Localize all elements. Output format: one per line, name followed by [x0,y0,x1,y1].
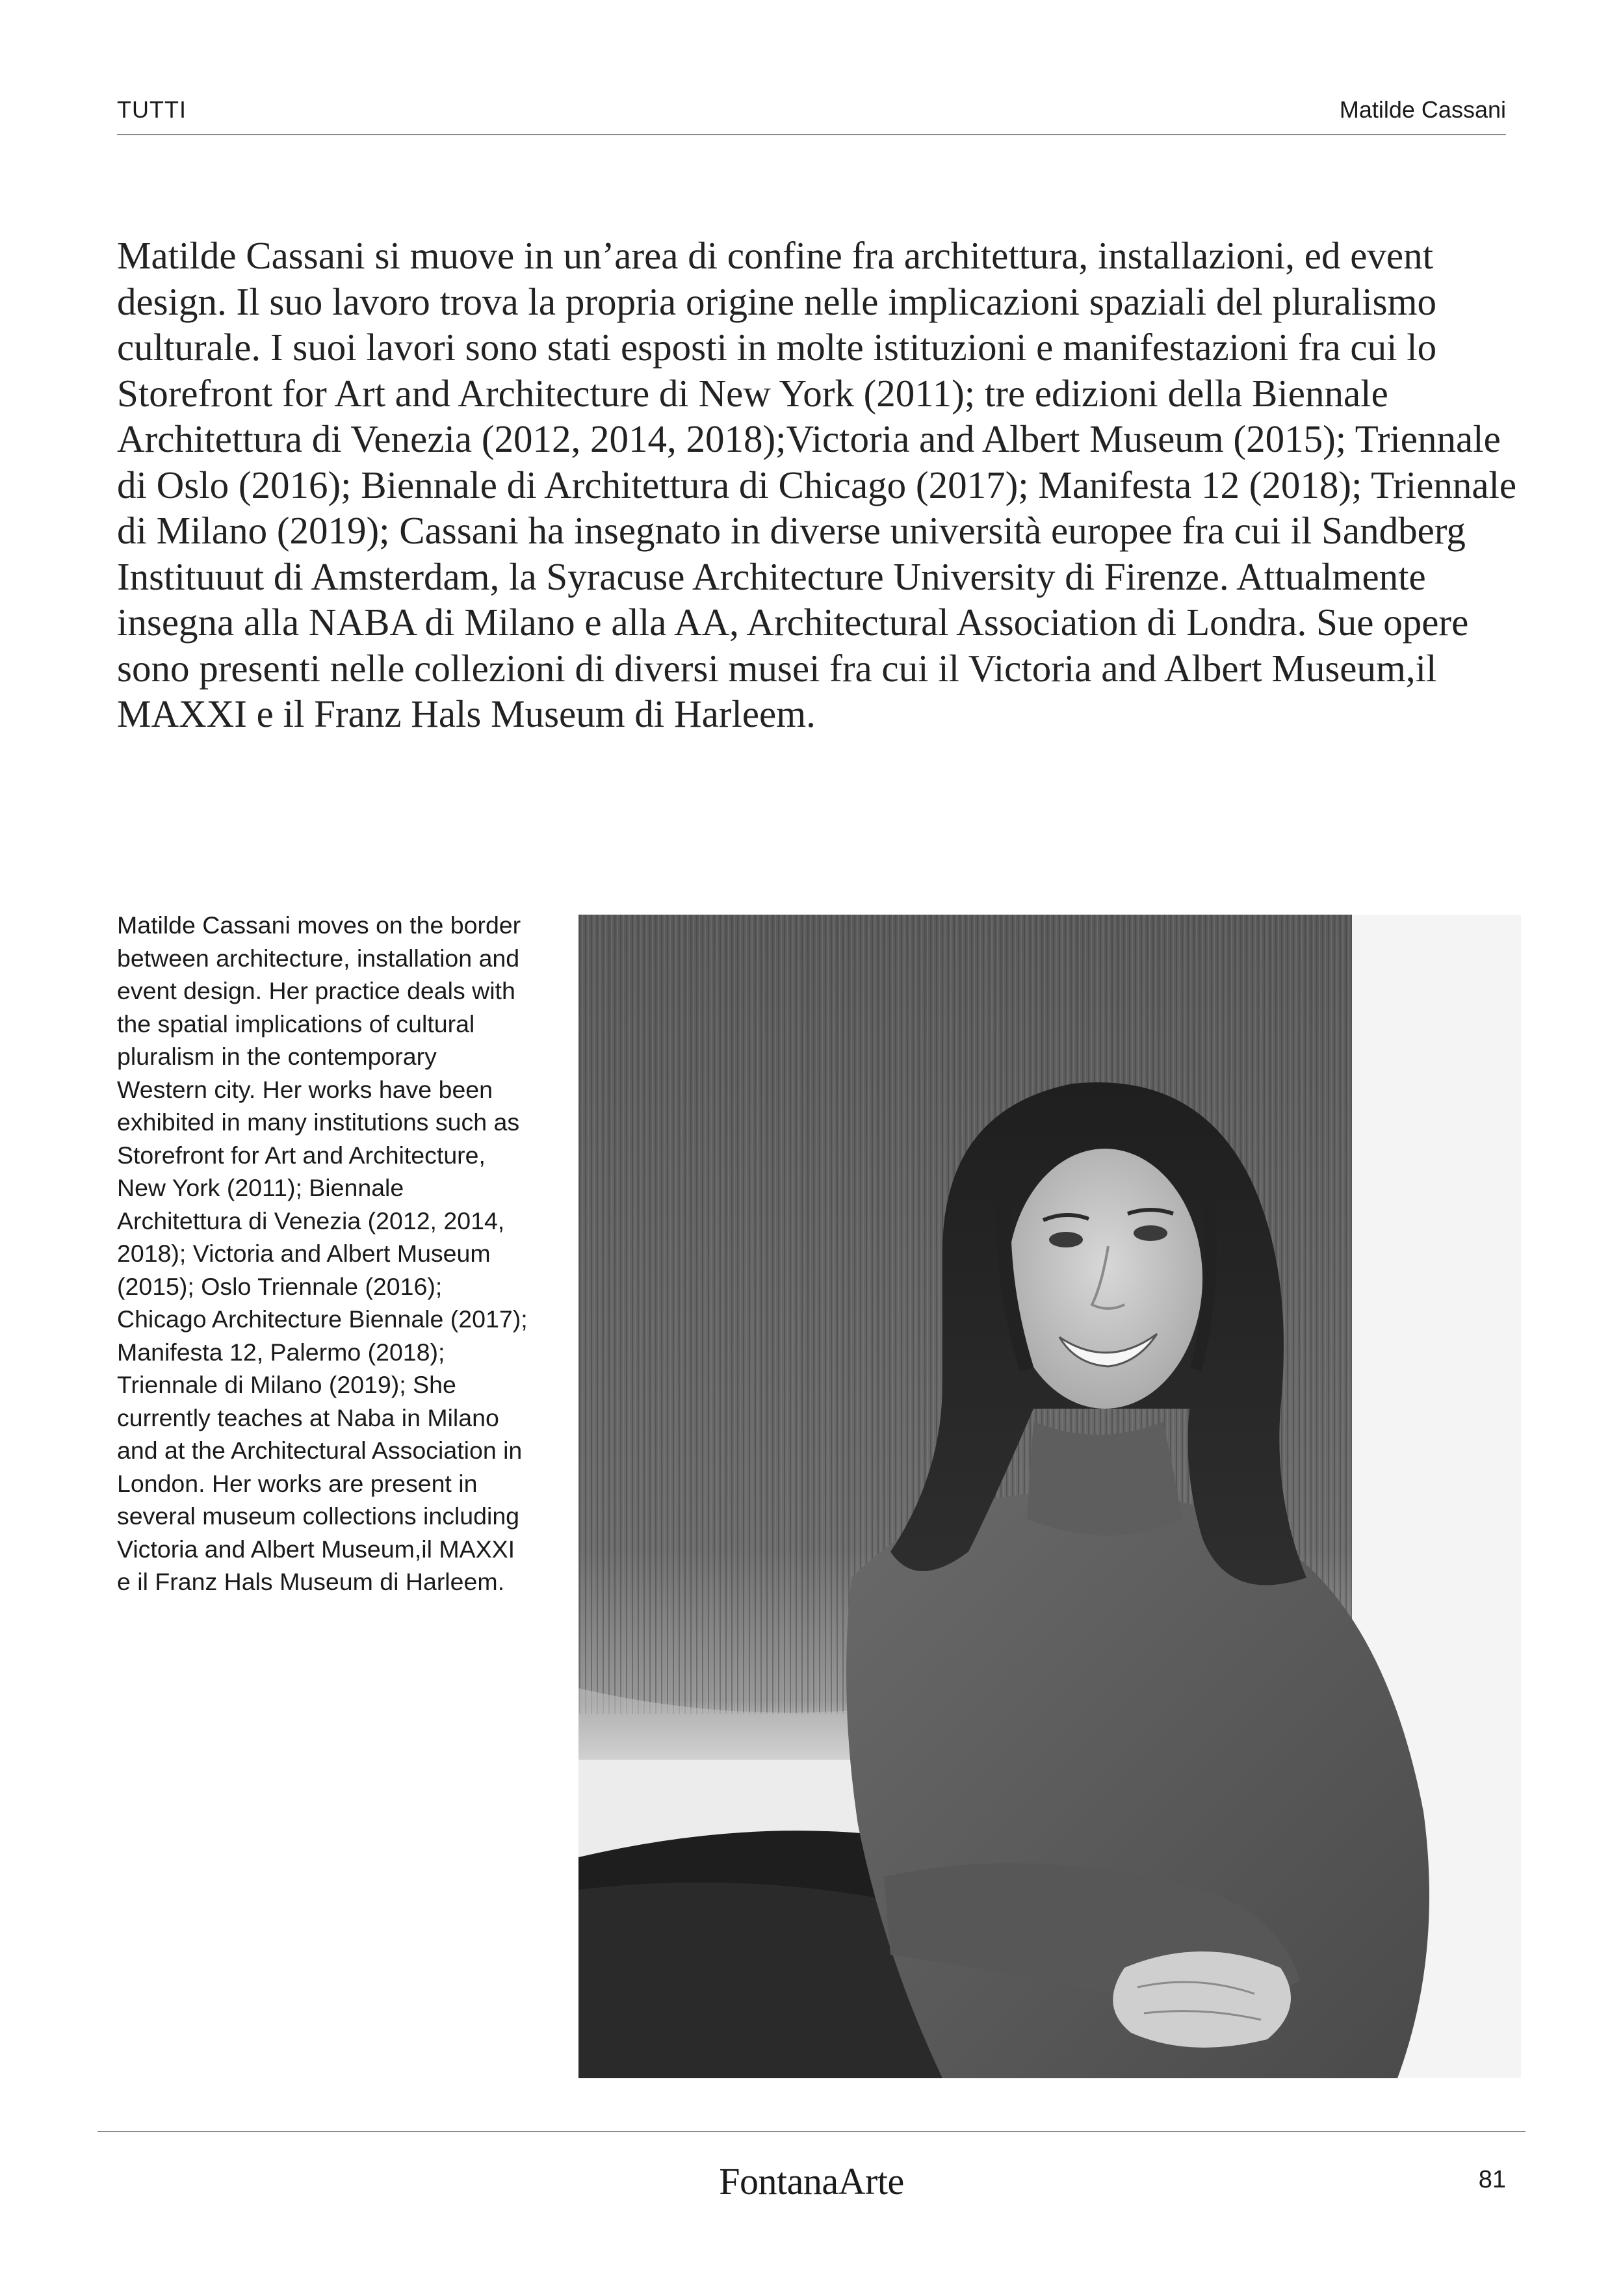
portrait-photo [578,915,1521,2078]
header-divider [117,134,1506,135]
running-head-section: TUTTI [117,96,187,123]
page-number: 81 [1478,2166,1506,2193]
italian-biography: Matilde Cassani si muove in un’area di confine fra architettura, installazioni, ed event design. Il suo lavoro trova la propria origine nelle implicazioni spaziali del pluralismo culturale. I suoi lavori sono stati esposti in molte istituzioni e manifestazioni fra cui lo Storefront for Art and Architecture di New York (2011); tre edizioni della Biennale Architettura di Venezia (2012, 2014, 2018);Victoria and Albert Museum (2015); Triennale di Oslo (2016); Biennale di Architettura di Chicago (2017); Manifesta 12 (2018); Triennale di Milano (2019); Cassani ha insegnato in diverse università europee fra cui il Sandberg Instituuut di Amsterdam, la Syracuse Architecture University di Firenze. Attualmente insegna alla NABA di Milano e alla AA, Architectural Association di Londra. Sue opere sono presenti nelle collezioni di diversi musei fra cui il Victoria and Albert Museum,il MAXXI e il Franz Hals Museum di Harleem. [117,234,1517,735]
brand-wordmark: FontanaArte [719,2160,904,2202]
hands [1113,1951,1291,2048]
footer-divider [97,2131,1526,2132]
running-head-author: Matilde Cassani [1339,96,1506,123]
english-biography: Matilde Cassani moves on the border between architecture, installation and event design. Her practice deals with the spatial implications of cultural pluralism in the contemporary Western city. Her works have been exhibited in many institutions such as Storefront for Art and Architecture, New York (2011); Biennale Architettura di Venezia (2012, 2014, 2018); Victoria and Albert Museum (2015); Oslo Triennale (2016); Chicago Architecture Biennale (2017); Manifesta 12, Palermo (2018); Triennale di Milano (2019); She currently teaches at Naba in Milano and at the Architectural Association in London. Her works are present in several museum collections including Victoria and Albert Museum,il MAXXI e il Franz Hals Museum di Harleem. [117,911,528,1595]
